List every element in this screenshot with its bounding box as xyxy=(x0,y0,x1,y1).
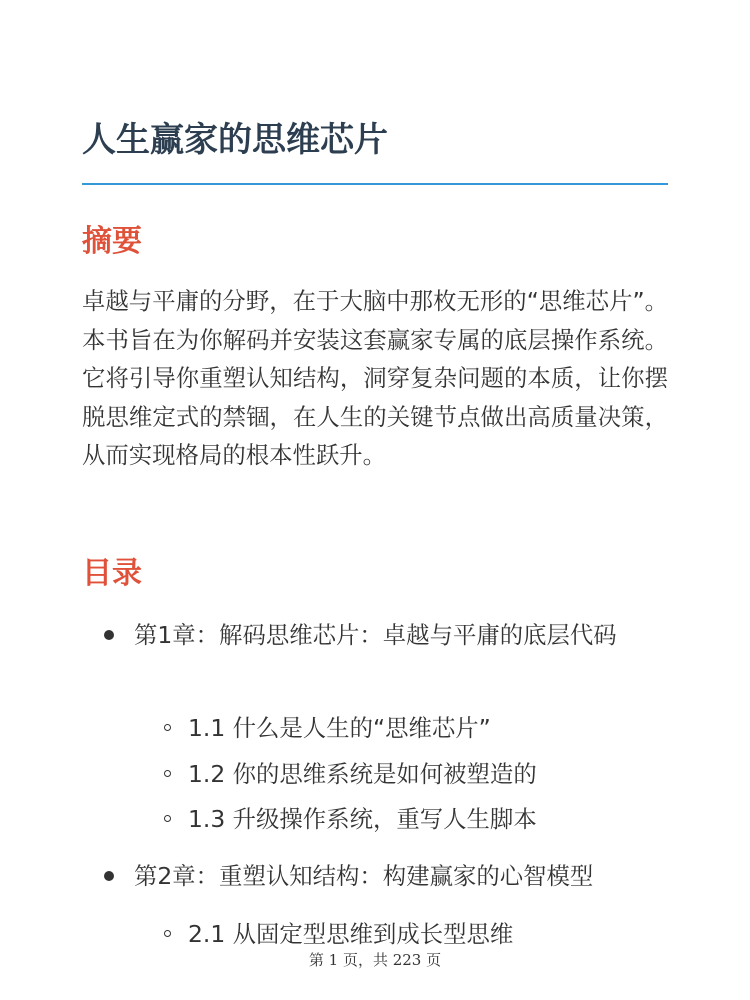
toc-section-1-1[interactable] xyxy=(188,709,668,747)
toc-section-label: 1.1 什么是人生的“思维芯片” xyxy=(188,714,491,742)
toc-chapter-1[interactable] xyxy=(134,616,668,654)
abstract-text: 卓越与平庸的分野，在于大脑中那枚无形的“思维芯片”。本书旨在为你解码并安装这套赢家专属的底层操作系统。它将引导你重塑认知结构，洞穿复杂问题的本质，让你摆脱思维定式的禁锢，在人生的关键节点做出高质量决策，从而实现格局的根本性跃升。 xyxy=(82,287,668,469)
toc-chapter-label: 第2章：重塑认知结构：构建赢家的心智模型 xyxy=(134,862,594,890)
abstract-heading: 摘要 xyxy=(82,224,142,259)
toc-chapter-label: 第1章：解码思维芯片：卓越与平庸的底层代码 xyxy=(134,621,617,649)
disc-bullet-icon xyxy=(104,630,114,640)
title-divider xyxy=(82,183,668,185)
toc-section-1-3[interactable] xyxy=(188,800,668,838)
circle-bullet-icon xyxy=(164,930,171,937)
circle-bullet-icon xyxy=(164,724,171,731)
circle-bullet-icon xyxy=(164,770,171,777)
page-number-footer: 第 1 页，共 223 页 xyxy=(308,951,442,969)
toc-section-1-2[interactable] xyxy=(188,755,668,793)
disc-bullet-icon xyxy=(104,871,114,881)
toc-heading: 目录 xyxy=(82,556,142,591)
toc-section-2-1[interactable] xyxy=(188,915,668,953)
document-title: 人生赢家的思维芯片 xyxy=(82,120,388,160)
toc-section-label: 1.3 升级操作系统，重写人生脚本 xyxy=(188,805,537,833)
circle-bullet-icon xyxy=(164,815,171,822)
toc-chapter-2[interactable] xyxy=(134,857,668,895)
toc-section-label: 1.2 你的思维系统是如何被塑造的 xyxy=(188,760,537,788)
toc-section-label: 2.1 从固定型思维到成长型思维 xyxy=(188,920,514,948)
